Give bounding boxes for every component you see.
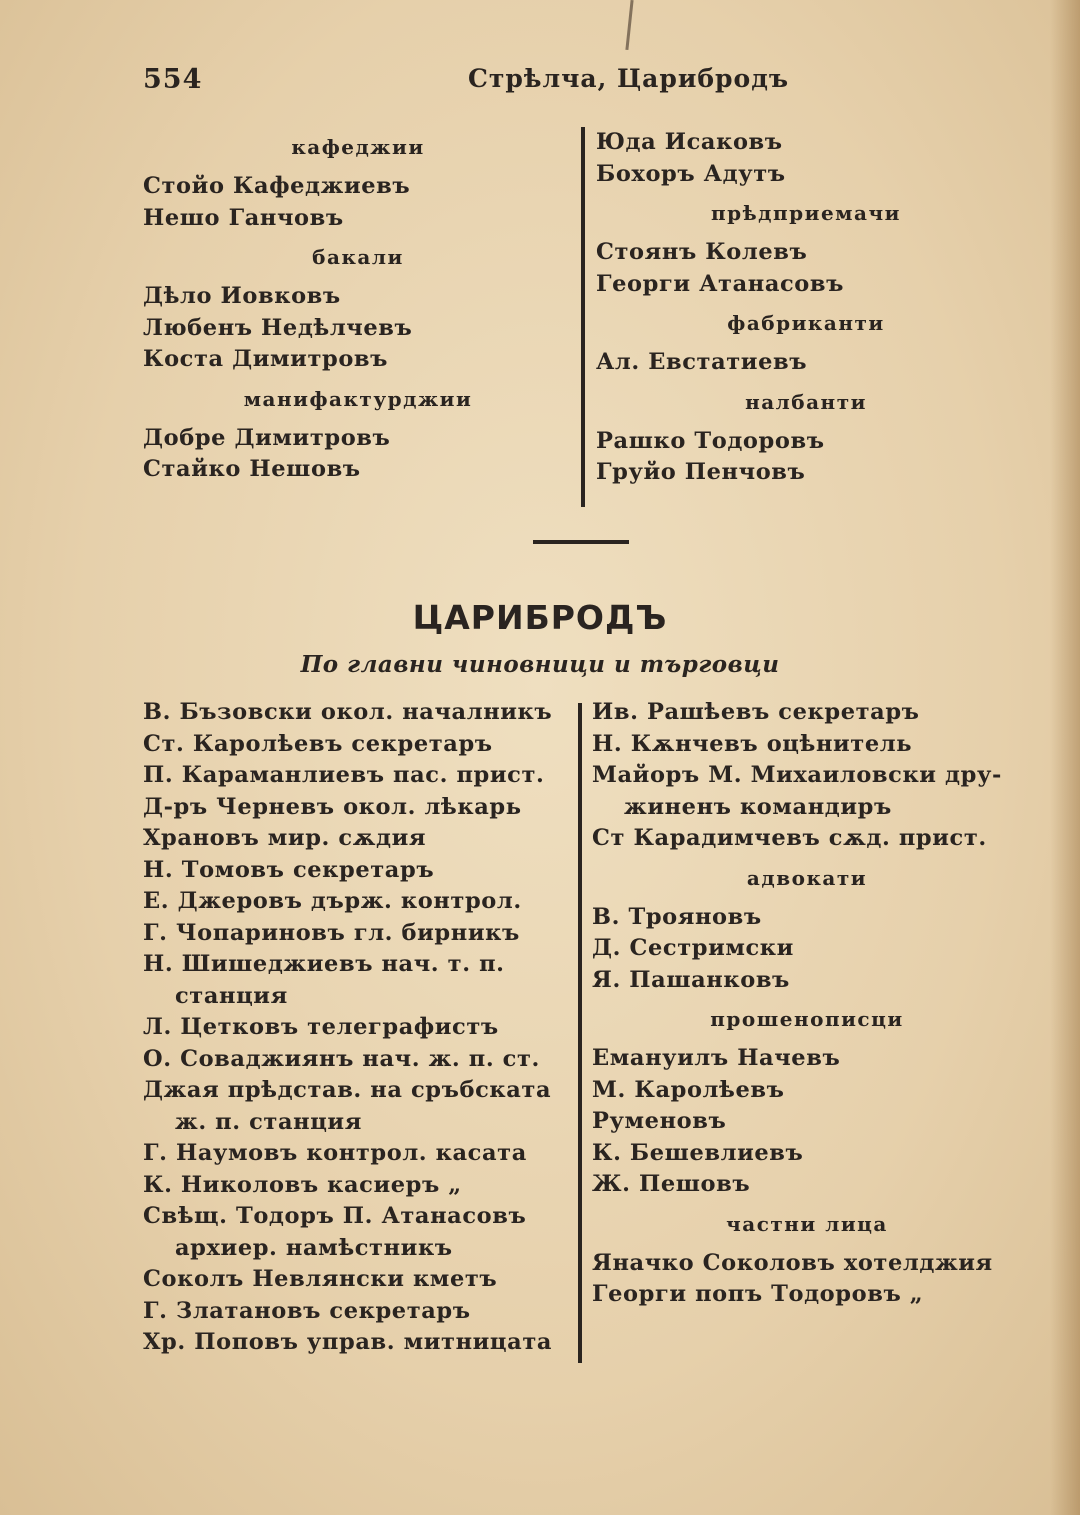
listing-entry: Стоянъ Колевъ: [596, 239, 808, 265]
section-separator: [533, 540, 629, 544]
listing-entry: Бохоръ Адутъ: [596, 160, 786, 187]
listing-entry: Г. Чопариновъ гл. бирникъ: [143, 919, 520, 946]
category-heading: фабриканти: [727, 311, 885, 335]
listing-entry: Г. Златановъ секретаръ: [143, 1297, 471, 1324]
listing-entry: Рашко Тодоровъ: [596, 427, 825, 454]
listing-entry: Джая прѣдстав. на сръбската: [143, 1077, 552, 1103]
listing-entry: Свѣщ. Тодоръ П. Атанасовъ: [143, 1203, 527, 1229]
category-heading: бакали: [312, 245, 404, 269]
listing-entry: Ив. Рашѣевъ секретаръ: [592, 699, 920, 725]
listing-entry: П. Караманлиевъ пас. прист.: [143, 762, 545, 788]
listing-entry: Георги попъ Тодоровъ „: [592, 1281, 924, 1307]
listing-entry: Д-ръ Черневъ окол. лѣкарь: [143, 793, 522, 820]
column-divider: [581, 127, 585, 507]
listing-entry: Стайко Нешовъ: [143, 456, 361, 482]
listing-continuation: ж. п. станция: [175, 1108, 362, 1135]
listing-entry: Ст Карадимчевъ сѫд. прист.: [592, 825, 987, 851]
listing-entry: Л. Цетковъ телеграфистъ: [143, 1014, 499, 1040]
listing-entry: Соколъ Невлянски кметъ: [143, 1266, 498, 1292]
listing-entry: Д. Сестримски: [592, 935, 794, 961]
listing-entry: Я. Пашанковъ: [592, 966, 790, 993]
strelcha-right-column: [596, 127, 1016, 489]
listing-entry: Нешо Ганчовъ: [143, 204, 344, 231]
listing-continuation: архиер. намѣстникъ: [175, 1234, 453, 1261]
category-heading: адвокати: [746, 865, 868, 890]
listing-entry: Г. Наумовъ контрол. касата: [143, 1140, 527, 1166]
listing-continuation: станция: [175, 982, 288, 1009]
listing-entry: Георги Атанасовъ: [596, 270, 844, 297]
listing-entry: Дѣло Иовковъ: [143, 283, 341, 309]
section-subtitle: По главни чиновници и търговци: [300, 651, 780, 678]
listing-entry: Стойо Кафеджиевъ: [143, 173, 411, 199]
listing-entry: М. Каролѣевъ: [592, 1076, 785, 1103]
listing-entry: Ж. Пешовъ: [592, 1171, 751, 1197]
listing-entry: Руменовъ: [592, 1108, 727, 1134]
section-title: ЦАРИБРОДЪ: [412, 598, 668, 637]
listing-continuation: жиненъ командиръ: [624, 793, 892, 820]
category-heading: частни лица: [726, 1211, 888, 1236]
category-heading: прошенописци: [710, 1007, 904, 1031]
tsaribrod-left-column: [143, 697, 571, 1359]
listing-entry: Майоръ М. Михаиловски дру-: [592, 762, 1002, 788]
category-heading: манифактурджии: [243, 386, 473, 411]
listing-entry: О. Соваджиянъ нач. ж. п. ст.: [143, 1045, 540, 1072]
strelcha-left-column: [143, 124, 573, 486]
listing-entry: К. Бешевлиевъ: [592, 1139, 804, 1166]
listing-entry: Н. Томовъ секретаръ: [143, 856, 435, 883]
page-edge-shadow: [1050, 0, 1080, 1515]
listing-entry: Юда Исаковъ: [596, 129, 783, 155]
category-heading: прѣдприемачи: [710, 201, 901, 225]
listing-entry: Груйо Пенчовъ: [596, 459, 806, 485]
listing-entry: Любенъ Недѣлчевъ: [143, 314, 413, 341]
listing-entry: Хр. Поповъ управ. митницата: [143, 1329, 553, 1355]
running-header: Стрѣлча, Царибродъ: [468, 64, 790, 93]
listing-entry: К. Николовъ касиеръ „: [143, 1171, 462, 1198]
listing-entry: Яначко Соколовъ хотелджия: [592, 1249, 993, 1276]
tsaribrod-right-column: [592, 697, 1022, 1311]
page-number: 554: [143, 64, 203, 95]
listing-entry: Добре Димитровъ: [143, 424, 391, 451]
listing-entry: В. Бъзовски окол. началникъ: [143, 699, 553, 725]
listing-entry: Е. Джеровъ държ. контрол.: [143, 888, 522, 914]
listing-entry: Н. Шишеджиевъ нач. т. п.: [143, 951, 505, 977]
listing-entry: Ст. Каролѣевъ секретаръ: [143, 730, 493, 757]
listing-entry: Емануилъ Начевъ: [592, 1045, 841, 1071]
listing-entry: Храновъ мир. сѫдия: [143, 825, 427, 851]
category-heading: кафеджии: [291, 135, 425, 159]
category-heading: налбанти: [745, 389, 867, 414]
listing-entry: Ал. Евстатиевъ: [596, 349, 808, 375]
listing-entry: Коста Димитровъ: [143, 346, 389, 372]
listing-entry: В. Трояновъ: [592, 903, 762, 930]
pen-stroke-mark: [625, 0, 633, 50]
column-divider: [578, 703, 582, 1363]
listing-entry: Н. Кѫнчевъ оцѣнитель: [592, 730, 913, 757]
